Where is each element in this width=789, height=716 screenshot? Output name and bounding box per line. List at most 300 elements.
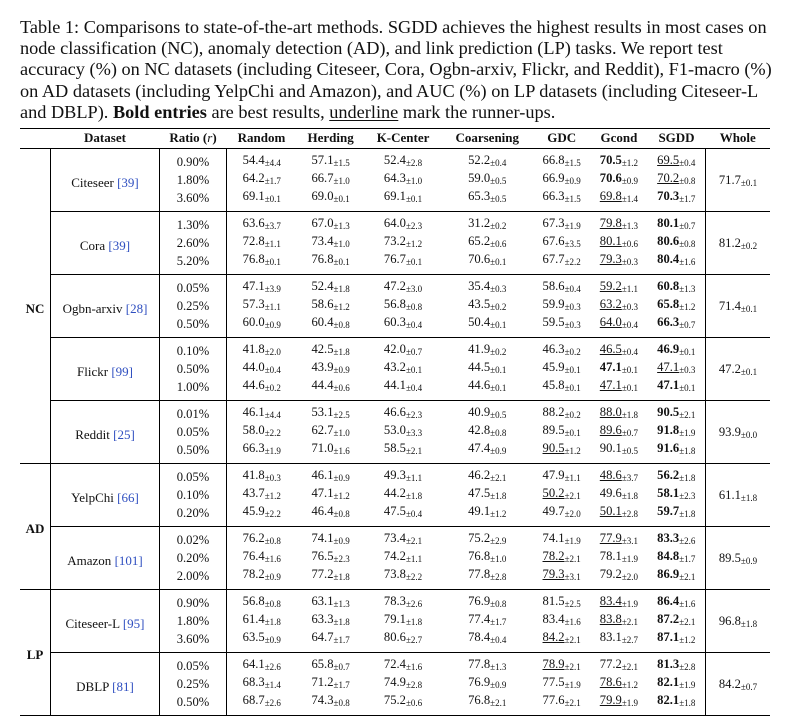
cell-std: ±1.7 [264, 176, 281, 186]
cell-mean: 35.4 [468, 279, 491, 293]
cell-std: ±0.9 [333, 536, 350, 546]
cell-mean: 76.4 [242, 549, 265, 563]
cell-std: ±1.2 [621, 680, 639, 690]
cell-std: ±0.2 [490, 347, 507, 357]
coarsening-cell [441, 423, 533, 441]
random-cell [227, 401, 297, 424]
gcond-cell [590, 297, 647, 315]
cell-std: ±0.7 [679, 221, 696, 231]
coarsening-cell [441, 693, 533, 716]
kcenter-cell [365, 252, 442, 275]
ratio-cell: 0.50% [160, 693, 227, 716]
caption-tail: mark the runner-ups. [398, 101, 556, 122]
header-ratio: Ratio (r) [169, 130, 217, 145]
dataset-label: Ogbn-arxiv [62, 300, 126, 316]
cell-std: ±1.6 [405, 662, 423, 672]
cell-std: ±1.8 [333, 572, 350, 582]
cell-std: ±1.4 [264, 680, 281, 690]
cell-mean: 66.3 [542, 189, 565, 203]
cell-std: ±1.6 [264, 554, 281, 564]
herding-cell [297, 252, 365, 275]
citation-link[interactable]: [66] [117, 489, 139, 505]
whole-cell [706, 338, 771, 401]
cell-std: ±1.9 [564, 536, 581, 546]
table-row [20, 212, 770, 235]
cell-mean: 49.3 [383, 468, 406, 482]
cell-mean: 66.7 [311, 171, 334, 185]
cell-mean: 46.9 [657, 342, 680, 356]
cell-std: ±1.8 [405, 617, 423, 627]
cell-std: ±0.2 [490, 302, 507, 312]
cell-std: ±2.1 [490, 473, 507, 483]
random-cell [227, 315, 297, 338]
gcond-cell [590, 567, 647, 590]
gdc-cell [533, 504, 590, 527]
ratio-cell: 0.10% [160, 486, 227, 504]
header-task [20, 129, 51, 149]
caption-underline: underline [329, 101, 399, 122]
cell-std: ±0.1 [740, 367, 758, 377]
coarsening-cell [441, 149, 533, 172]
cell-mean: 41.9 [468, 342, 491, 356]
table-body [20, 149, 770, 716]
cell-std: ±0.1 [621, 383, 639, 393]
cell-std: ±1.0 [405, 176, 423, 186]
ratio-cell: 0.05% [160, 653, 227, 676]
dataset-name [51, 653, 160, 716]
cell-std: ±1.2 [679, 635, 696, 645]
citation-link[interactable]: [99] [111, 363, 133, 379]
cell-mean: 68.7 [242, 693, 265, 707]
gdc-cell [533, 297, 590, 315]
cell-std: ±2.0 [621, 572, 639, 582]
cell-mean: 49.6 [599, 486, 622, 500]
cell-mean: 47.1 [599, 360, 622, 374]
header-herding: Herding [307, 130, 354, 145]
sgdd-cell [648, 338, 706, 361]
herding-cell [297, 549, 365, 567]
cell-std: ±2.1 [564, 635, 581, 645]
ratio-cell: 0.25% [160, 297, 227, 315]
cell-std: ±2.1 [564, 554, 581, 564]
cell-std: ±0.1 [490, 365, 507, 375]
cell-mean: 63.1 [311, 594, 334, 608]
cell-std: ±1.7 [679, 194, 696, 204]
cell-std: ±0.4 [564, 284, 581, 294]
cell-std: ±3.7 [621, 473, 639, 483]
cell-std: ±0.9 [621, 176, 639, 186]
header-random: Random [237, 130, 286, 145]
sgdd-cell [648, 297, 706, 315]
cell-std: ±0.9 [490, 680, 507, 690]
gdc-cell [533, 693, 590, 716]
cell-mean: 70.3 [657, 189, 680, 203]
cell-mean: 64.0 [383, 216, 406, 230]
cell-mean: 65.3 [468, 189, 491, 203]
sgdd-cell [648, 486, 706, 504]
dataset-name [51, 401, 160, 464]
cell-std: ±1.0 [333, 239, 350, 249]
cell-mean: 80.1 [657, 216, 680, 230]
cell-std: ±0.1 [264, 257, 281, 267]
sgdd-cell [648, 653, 706, 676]
dataset-name [51, 212, 160, 275]
random-cell [227, 234, 297, 252]
cell-std: ±1.7 [490, 617, 507, 627]
cell-mean: 78.2 [242, 567, 265, 581]
cell-mean: 74.2 [383, 549, 406, 563]
coarsening-cell [441, 189, 533, 212]
cell-mean: 45.9 [542, 360, 565, 374]
cell-mean: 76.8 [242, 252, 265, 266]
cell-mean: 58.0 [242, 423, 265, 437]
cell-std: ±1.3 [490, 662, 507, 672]
random-cell [227, 171, 297, 189]
cell-mean: 64.2 [242, 171, 265, 185]
cell-mean: 47.1 [657, 378, 680, 392]
cell-mean: 58.6 [311, 297, 334, 311]
cell-mean: 77.8 [468, 567, 491, 581]
cell-std: ±0.8 [333, 698, 350, 708]
cell-mean: 43.9 [311, 360, 334, 374]
cell-mean: 56.8 [242, 594, 265, 608]
cell-std: ±2.1 [621, 617, 639, 627]
herding-cell [297, 423, 365, 441]
whole-cell [706, 653, 771, 716]
cell-mean: 84.2 [542, 630, 565, 644]
cell-std: ±1.8 [679, 473, 696, 483]
ratio-cell: 0.10% [160, 338, 227, 361]
cell-std: ±1.9 [564, 221, 581, 231]
cell-mean: 77.2 [311, 567, 334, 581]
cell-mean: 78.6 [599, 675, 622, 689]
gdc-cell [533, 338, 590, 361]
cell-mean: 67.0 [311, 216, 334, 230]
cell-mean: 59.9 [542, 297, 565, 311]
dataset-label: Flickr [77, 363, 112, 379]
cell-std: ±0.9 [264, 572, 281, 582]
cell-mean: 76.8 [468, 549, 491, 563]
citation-link[interactable]: [25] [113, 426, 135, 442]
cell-mean: 44.4 [311, 378, 334, 392]
cell-mean: 59.5 [542, 315, 565, 329]
cell-std: ±0.4 [405, 509, 423, 519]
cell-std: ±1.4 [621, 194, 639, 204]
dataset-name [51, 338, 160, 401]
cell-std: ±2.1 [490, 698, 507, 708]
herding-cell [297, 486, 365, 504]
caption-mid: are best results, [206, 101, 330, 122]
gcond-cell [590, 527, 647, 550]
sgdd-cell [648, 630, 706, 653]
cell-mean: 70.2 [657, 171, 680, 185]
cell-std: ±0.1 [679, 347, 696, 357]
cell-mean: 83.1 [599, 630, 622, 644]
cell-mean: 50.4 [468, 315, 491, 329]
gcond-cell [590, 693, 647, 716]
herding-cell [297, 297, 365, 315]
cell-std: ±0.3 [621, 302, 639, 312]
cell-mean: 77.6 [542, 693, 565, 707]
cell-std: ±2.8 [621, 509, 639, 519]
coarsening-cell [441, 612, 533, 630]
cell-mean: 71.7 [718, 173, 741, 187]
cell-std: ±0.8 [490, 428, 507, 438]
header-kcenter: K-Center [376, 130, 430, 145]
gcond-cell [590, 549, 647, 567]
cell-mean: 57.3 [242, 297, 265, 311]
cell-std: ±1.2 [564, 446, 581, 456]
cell-std: ±4.4 [264, 158, 281, 168]
cell-mean: 79.3 [599, 252, 622, 266]
cell-std: ±0.9 [333, 365, 350, 375]
cell-std: ±1.6 [679, 257, 696, 267]
cell-std: ±0.5 [490, 176, 507, 186]
header-whole: Whole [719, 130, 756, 145]
cell-std: ±2.1 [405, 446, 423, 456]
cell-std: ±1.9 [679, 680, 696, 690]
cell-std: ±0.1 [679, 383, 696, 393]
gcond-cell [590, 423, 647, 441]
herding-cell [297, 338, 365, 361]
cell-mean: 77.9 [599, 531, 622, 545]
sgdd-cell [648, 675, 706, 693]
task-label: AD [20, 464, 51, 590]
task-label: LP [20, 590, 51, 716]
cell-mean: 80.6 [383, 630, 406, 644]
cell-std: ±0.3 [679, 365, 696, 375]
cell-mean: 83.3 [657, 531, 680, 545]
gcond-cell [590, 590, 647, 613]
kcenter-cell [365, 149, 442, 172]
cell-mean: 46.1 [242, 405, 265, 419]
dataset-label: YelpChi [71, 489, 118, 505]
random-cell [227, 423, 297, 441]
cell-mean: 78.9 [542, 657, 565, 671]
cell-std: ±0.4 [490, 158, 507, 168]
cell-mean: 47.1 [242, 279, 265, 293]
cell-std: ±0.8 [679, 239, 696, 249]
coarsening-cell [441, 464, 533, 487]
task-label: NC [20, 149, 51, 464]
cell-std: ±1.1 [405, 554, 423, 564]
random-cell [227, 590, 297, 613]
sgdd-cell [648, 212, 706, 235]
random-cell [227, 212, 297, 235]
table-row [20, 401, 770, 424]
cell-mean: 46.5 [599, 342, 622, 356]
citation-link[interactable]: [101] [114, 552, 143, 568]
cell-std: ±1.1 [621, 284, 639, 294]
sgdd-cell [648, 693, 706, 716]
cell-mean: 66.8 [542, 153, 565, 167]
cell-mean: 71.0 [311, 441, 334, 455]
cell-mean: 47.1 [311, 486, 334, 500]
cell-mean: 40.9 [468, 405, 491, 419]
cell-std: ±0.2 [564, 347, 581, 357]
cell-mean: 81.5 [542, 594, 565, 608]
sgdd-cell [648, 423, 706, 441]
citation-link[interactable]: [81] [112, 678, 134, 694]
cell-mean: 87.2 [657, 612, 680, 626]
gcond-cell [590, 401, 647, 424]
dataset-label: Citeseer-L [65, 615, 123, 631]
cell-mean: 47.2 [383, 279, 406, 293]
table-header [20, 129, 770, 149]
cell-mean: 79.8 [599, 216, 622, 230]
whole-cell [706, 527, 771, 590]
gdc-cell [533, 252, 590, 275]
whole-cell [706, 464, 771, 527]
coarsening-cell [441, 675, 533, 693]
cell-std: ±0.6 [490, 239, 507, 249]
cell-mean: 66.3 [242, 441, 265, 455]
sgdd-cell [648, 275, 706, 298]
cell-std: ±2.9 [490, 536, 507, 546]
cell-std: ±1.8 [740, 493, 758, 503]
cell-mean: 73.2 [383, 234, 406, 248]
caption-bold-entries: Bold entries [112, 101, 207, 122]
cell-mean: 70.6 [468, 252, 491, 266]
cell-mean: 44.5 [468, 360, 491, 374]
citation-link[interactable]: [28] [125, 300, 148, 316]
ratio-cell: 0.90% [160, 149, 227, 172]
cell-std: ±2.5 [564, 599, 581, 609]
kcenter-cell [365, 549, 442, 567]
coarsening-cell [441, 171, 533, 189]
kcenter-cell [365, 693, 442, 716]
cell-std: ±1.8 [621, 491, 639, 501]
cell-std: ±2.8 [405, 158, 423, 168]
cell-mean: 41.8 [242, 468, 265, 482]
cell-mean: 47.4 [468, 441, 491, 455]
cell-std: ±1.9 [264, 446, 281, 456]
cell-std: ±1.5 [333, 158, 350, 168]
gcond-cell [590, 338, 647, 361]
cell-std: ±1.8 [679, 509, 696, 519]
cell-mean: 91.6 [657, 441, 680, 455]
gcond-cell [590, 675, 647, 693]
cell-std: ±2.7 [621, 635, 639, 645]
gdc-cell [533, 360, 590, 378]
cell-std: ±0.8 [333, 320, 350, 330]
ratio-cell: 1.80% [160, 171, 227, 189]
gdc-cell [533, 590, 590, 613]
cell-mean: 45.9 [242, 504, 265, 518]
header-sgdd: SGDD [658, 130, 695, 145]
cell-std: ±2.3 [333, 554, 350, 564]
ratio-cell: 3.60% [160, 189, 227, 212]
herding-cell [297, 441, 365, 464]
kcenter-cell [365, 189, 442, 212]
cell-mean: 61.1 [718, 488, 741, 502]
ratio-cell: 0.20% [160, 549, 227, 567]
cell-mean: 76.8 [311, 252, 334, 266]
gcond-cell [590, 149, 647, 172]
cell-std: ±0.4 [405, 320, 423, 330]
cell-std: ±1.6 [333, 446, 350, 456]
cell-mean: 58.5 [383, 441, 406, 455]
random-cell [227, 630, 297, 653]
ratio-cell: 0.50% [160, 360, 227, 378]
cell-mean: 57.1 [311, 153, 334, 167]
cell-std: ±2.1 [679, 617, 696, 627]
cell-mean: 79.9 [599, 693, 622, 707]
cell-std: ±1.8 [333, 347, 350, 357]
sgdd-cell [648, 441, 706, 464]
sgdd-cell [648, 527, 706, 550]
cell-mean: 63.3 [311, 612, 334, 626]
ratio-cell: 3.60% [160, 630, 227, 653]
gdc-cell [533, 441, 590, 464]
cell-std: ±1.6 [564, 617, 581, 627]
dataset-label: Amazon [67, 552, 115, 568]
cell-mean: 80.1 [599, 234, 622, 248]
cell-mean: 81.2 [718, 236, 741, 250]
cell-std: ±1.8 [405, 491, 423, 501]
cell-std: ±2.8 [490, 572, 507, 582]
cell-mean: 52.4 [383, 153, 406, 167]
sgdd-cell [648, 149, 706, 172]
cell-mean: 43.7 [242, 486, 265, 500]
cell-std: ±1.3 [333, 599, 350, 609]
cell-mean: 43.2 [383, 360, 406, 374]
cell-std: ±0.1 [564, 365, 581, 375]
kcenter-cell [365, 401, 442, 424]
cell-mean: 72.8 [242, 234, 265, 248]
cell-mean: 59.0 [468, 171, 491, 185]
cell-std: ±1.8 [740, 619, 758, 629]
gdc-cell [533, 423, 590, 441]
cell-std: ±1.8 [333, 617, 350, 627]
cell-mean: 72.4 [383, 657, 406, 671]
cell-std: ±0.8 [333, 509, 350, 519]
cell-mean: 76.8 [468, 693, 491, 707]
random-cell [227, 378, 297, 401]
dataset-name [51, 275, 160, 338]
citation-link[interactable]: [39] [117, 174, 139, 190]
kcenter-cell [365, 590, 442, 613]
random-cell [227, 464, 297, 487]
cell-std: ±2.1 [621, 662, 639, 672]
coarsening-cell [441, 297, 533, 315]
cell-std: ±0.1 [564, 428, 581, 438]
cell-mean: 89.6 [599, 423, 622, 437]
sgdd-cell [648, 234, 706, 252]
cell-mean: 64.3 [383, 171, 406, 185]
coarsening-cell [441, 338, 533, 361]
citation-link[interactable]: [95] [122, 615, 145, 631]
gdc-cell [533, 189, 590, 212]
cell-std: ±2.1 [679, 572, 696, 582]
cell-mean: 52.2 [468, 153, 491, 167]
dataset-label: DBLP [76, 678, 113, 694]
sgdd-cell [648, 360, 706, 378]
citation-link[interactable]: [39] [108, 237, 131, 253]
cell-std: ±0.7 [621, 428, 639, 438]
cell-std: ±0.7 [679, 320, 696, 330]
cell-std: ±4.4 [264, 410, 281, 420]
cell-mean: 46.1 [311, 468, 334, 482]
sgdd-cell [648, 549, 706, 567]
kcenter-cell [365, 486, 442, 504]
gcond-cell [590, 378, 647, 401]
gdc-cell [533, 234, 590, 252]
random-cell [227, 486, 297, 504]
gdc-cell [533, 401, 590, 424]
sgdd-cell [648, 504, 706, 527]
cell-std: ±1.3 [679, 284, 696, 294]
